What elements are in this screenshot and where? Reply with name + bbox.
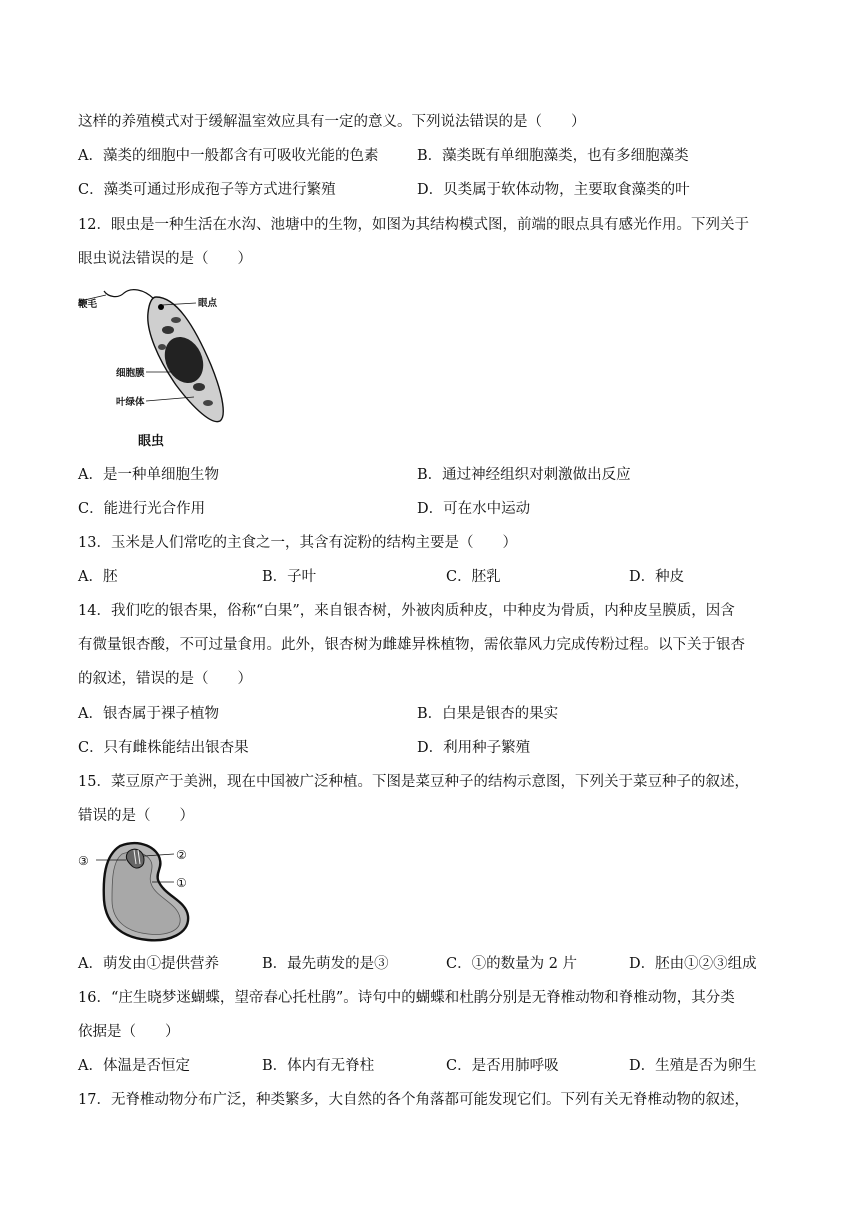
q16-option-a: A．体温是否恒定 <box>78 1058 190 1074</box>
q15-stem-line-1: 15．菜豆原产于美洲，现在中国被广泛种植。下图是菜豆种子的结构示意图，下列关于菜豆种子的叙述， <box>78 774 749 790</box>
q11-option-a: A．藻类的细胞中一般都含有可吸收光能的色素 <box>78 148 379 164</box>
q17-stem: 17．无脊椎动物分布广泛，种类繁多，大自然的各个角落都可能发现它们。下列有关无脊椎动物的叙述， <box>78 1092 749 1108</box>
q13-stem: 13．玉米是人们常吃的主食之一，其含有淀粉的结构主要是（ ） <box>78 535 517 551</box>
q13-option-a: A．胚 <box>78 569 118 585</box>
q13-option-c: C．胚乳 <box>446 569 501 585</box>
q11-stem-end: 这样的养殖模式对于缓解温室效应具有一定的意义。下列说法错误的是（ ） <box>78 114 586 130</box>
q16-option-d: D．生殖是否为卵生 <box>629 1058 757 1074</box>
euglena-figure <box>76 285 241 425</box>
q14-option-c: C．只有雌株能结出银杏果 <box>78 740 249 756</box>
q16-stem-line-2: 依据是（ ） <box>78 1024 180 1040</box>
q14-option-a: A．银杏属于裸子植物 <box>78 706 219 722</box>
q12-option-d: D．可在水中运动 <box>417 501 531 517</box>
q15-stem-line-2: 错误的是（ ） <box>78 808 194 824</box>
bean-label-2: ② <box>176 848 187 862</box>
euglena-caption: 眼虫 <box>138 434 165 449</box>
q16-stem-line-1: 16．“庄生晓梦迷蝴蝶，望帝春心托杜鹃”。诗句中的蝴蝶和杜鹃分别是无脊椎动物和脊椎动物，其分类 <box>78 990 735 1006</box>
q11-option-c: C．藻类可通过形成孢子等方式进行繁殖 <box>78 182 336 198</box>
q12-stem-line-2: 眼虫说法错误的是（ ） <box>78 251 252 267</box>
q12-stem-line-1: 12．眼虫是一种生活在水沟、池塘中的生物，如图为其结构模式图，前端的眼点具有感光作用。下列关于 <box>78 217 749 233</box>
q15-option-c: C．①的数量为 2 片 <box>446 956 578 972</box>
q14-stem-line-2: 有微量银杏酸，不可过量食用。此外，银杏树为雌雄异株植物，需依靠风力完成传粉过程。以下关于银杏 <box>78 637 745 653</box>
q15-option-a: A．萌发由①提供营养 <box>78 956 219 972</box>
q14-option-d: D．利用种子繁殖 <box>417 740 531 756</box>
bean-label-1: ① <box>176 876 187 890</box>
q11-option-b: B．藻类既有单细胞藻类，也有多细胞藻类 <box>417 148 689 164</box>
q12-option-c: C．能进行光合作用 <box>78 501 206 517</box>
euglena-label-membrane: 细胞膜 <box>116 368 145 379</box>
euglena-label-flagellum: 鞭毛 <box>78 299 98 310</box>
euglena-label-chloroplast: 叶绿体 <box>116 397 145 408</box>
q14-stem-line-1: 14．我们吃的银杏果，俗称“白果”，来自银杏树，外被肉质种皮，中种皮为骨质，内种皮呈膜质，因含 <box>78 603 735 619</box>
euglena-label-eyespot: 眼点 <box>198 298 218 309</box>
q13-option-b: B．子叶 <box>262 569 317 585</box>
q16-option-c: C．是否用肺呼吸 <box>446 1058 559 1074</box>
q14-option-b: B．白果是银杏的果实 <box>417 706 559 722</box>
q13-option-d: D．种皮 <box>629 569 685 585</box>
q15-option-b: B．最先萌发的是③ <box>262 956 389 972</box>
q14-stem-line-3: 的叙述，错误的是（ ） <box>78 671 252 687</box>
q15-option-d: D．胚由①②③组成 <box>629 956 757 972</box>
q12-option-b: B．通过神经组织对刺激做出反应 <box>417 467 631 483</box>
bean-label-3: ③ <box>78 854 89 868</box>
q11-option-d: D．贝类属于软体动物，主要取食藻类的叶 <box>417 182 690 198</box>
q12-option-a: A．是一种单细胞生物 <box>78 467 219 483</box>
q16-option-b: B．体内有无脊柱 <box>262 1058 375 1074</box>
bean-seed-figure <box>76 838 206 944</box>
